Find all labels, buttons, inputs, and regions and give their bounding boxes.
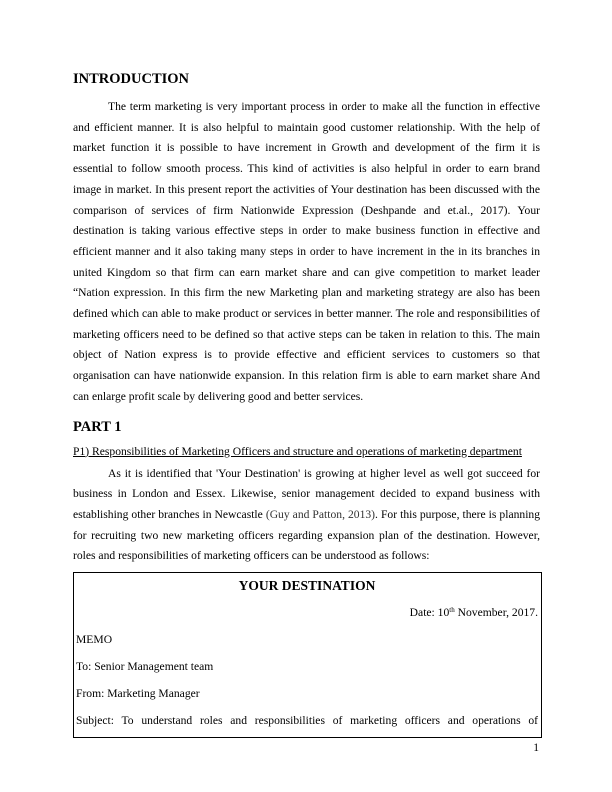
- introduction-paragraph: The term marketing is very important process in order to make all the function in effective and efficient manner. It is also helpful to maintain good customer relationship. With the help of market function it is possible to have increment in Growth and development of the firm it is essential to follow smooth process. This kind of activities is also helpful in order to earn brand image in market. In this present report the activities of Your destination has been discussed with the comparison of services of firm Nationwide Expression (Deshpande and et.al., 2017). Your destination is taking various effective steps in order to make business function in effective and efficient manner and it also taking many steps in order to have increment in the in its branches in united Kingdom so that firm can earn market share and can give competition to market leader “Nation expression. In this firm the new Marketing plan and marketing strategy are also has been defined which can able to make product or services in better manner. The role and responsibilities of marketing officers need to be defined so that active steps can be taken in relation to this. The main object of Nation express is to provide effective and efficient services to customers so that organisation can have nationwide expansion. In this relation firm is able to earn market share And can enlarge profit scale by delivering good and better services.: [73, 100, 540, 403]
- introduction-heading: INTRODUCTION: [73, 71, 190, 87]
- memo-to: To: Senior Management team: [76, 660, 214, 674]
- part1-paragraph: [73, 464, 540, 568]
- part1-heading: PART 1: [73, 418, 122, 435]
- memo-date-prefix: Date: 10: [409, 606, 450, 620]
- memo-title: YOUR DESTINATION: [238, 578, 376, 594]
- memo-date-superscript: th: [449, 606, 455, 615]
- page-number: 1: [533, 741, 539, 754]
- memo-subject: Subject: To understand roles and responsibilities of marketing officers and operations of: [76, 714, 538, 728]
- p1-subheading: P1) Responsibilities of Marketing Officers and structure and operations of marketing department: [73, 444, 522, 458]
- memo-date: [76, 604, 538, 622]
- page-content: [73, 70, 540, 738]
- part1-citation: (Guy and Patton, 2013): [265, 507, 376, 521]
- part1-text-before: As it is identified that 'Your Destination' is growing at higher level as well got succeed for business in London and Essex. Likewise, senior management decided to expand business with establishing other branches in Newcastle: [73, 466, 540, 521]
- memo-date-suffix: November, 2017.: [454, 606, 538, 620]
- memo-box: [73, 572, 542, 738]
- memo-label: MEMO: [76, 633, 113, 647]
- memo-from: From: Marketing Manager: [76, 687, 200, 701]
- part1-text-after: . For this purpose, there is planning for recruiting two new marketing officers regarding expansion plan of the destination. However, roles and responsibilities of marketing officers can be understood as follows:: [73, 507, 541, 563]
